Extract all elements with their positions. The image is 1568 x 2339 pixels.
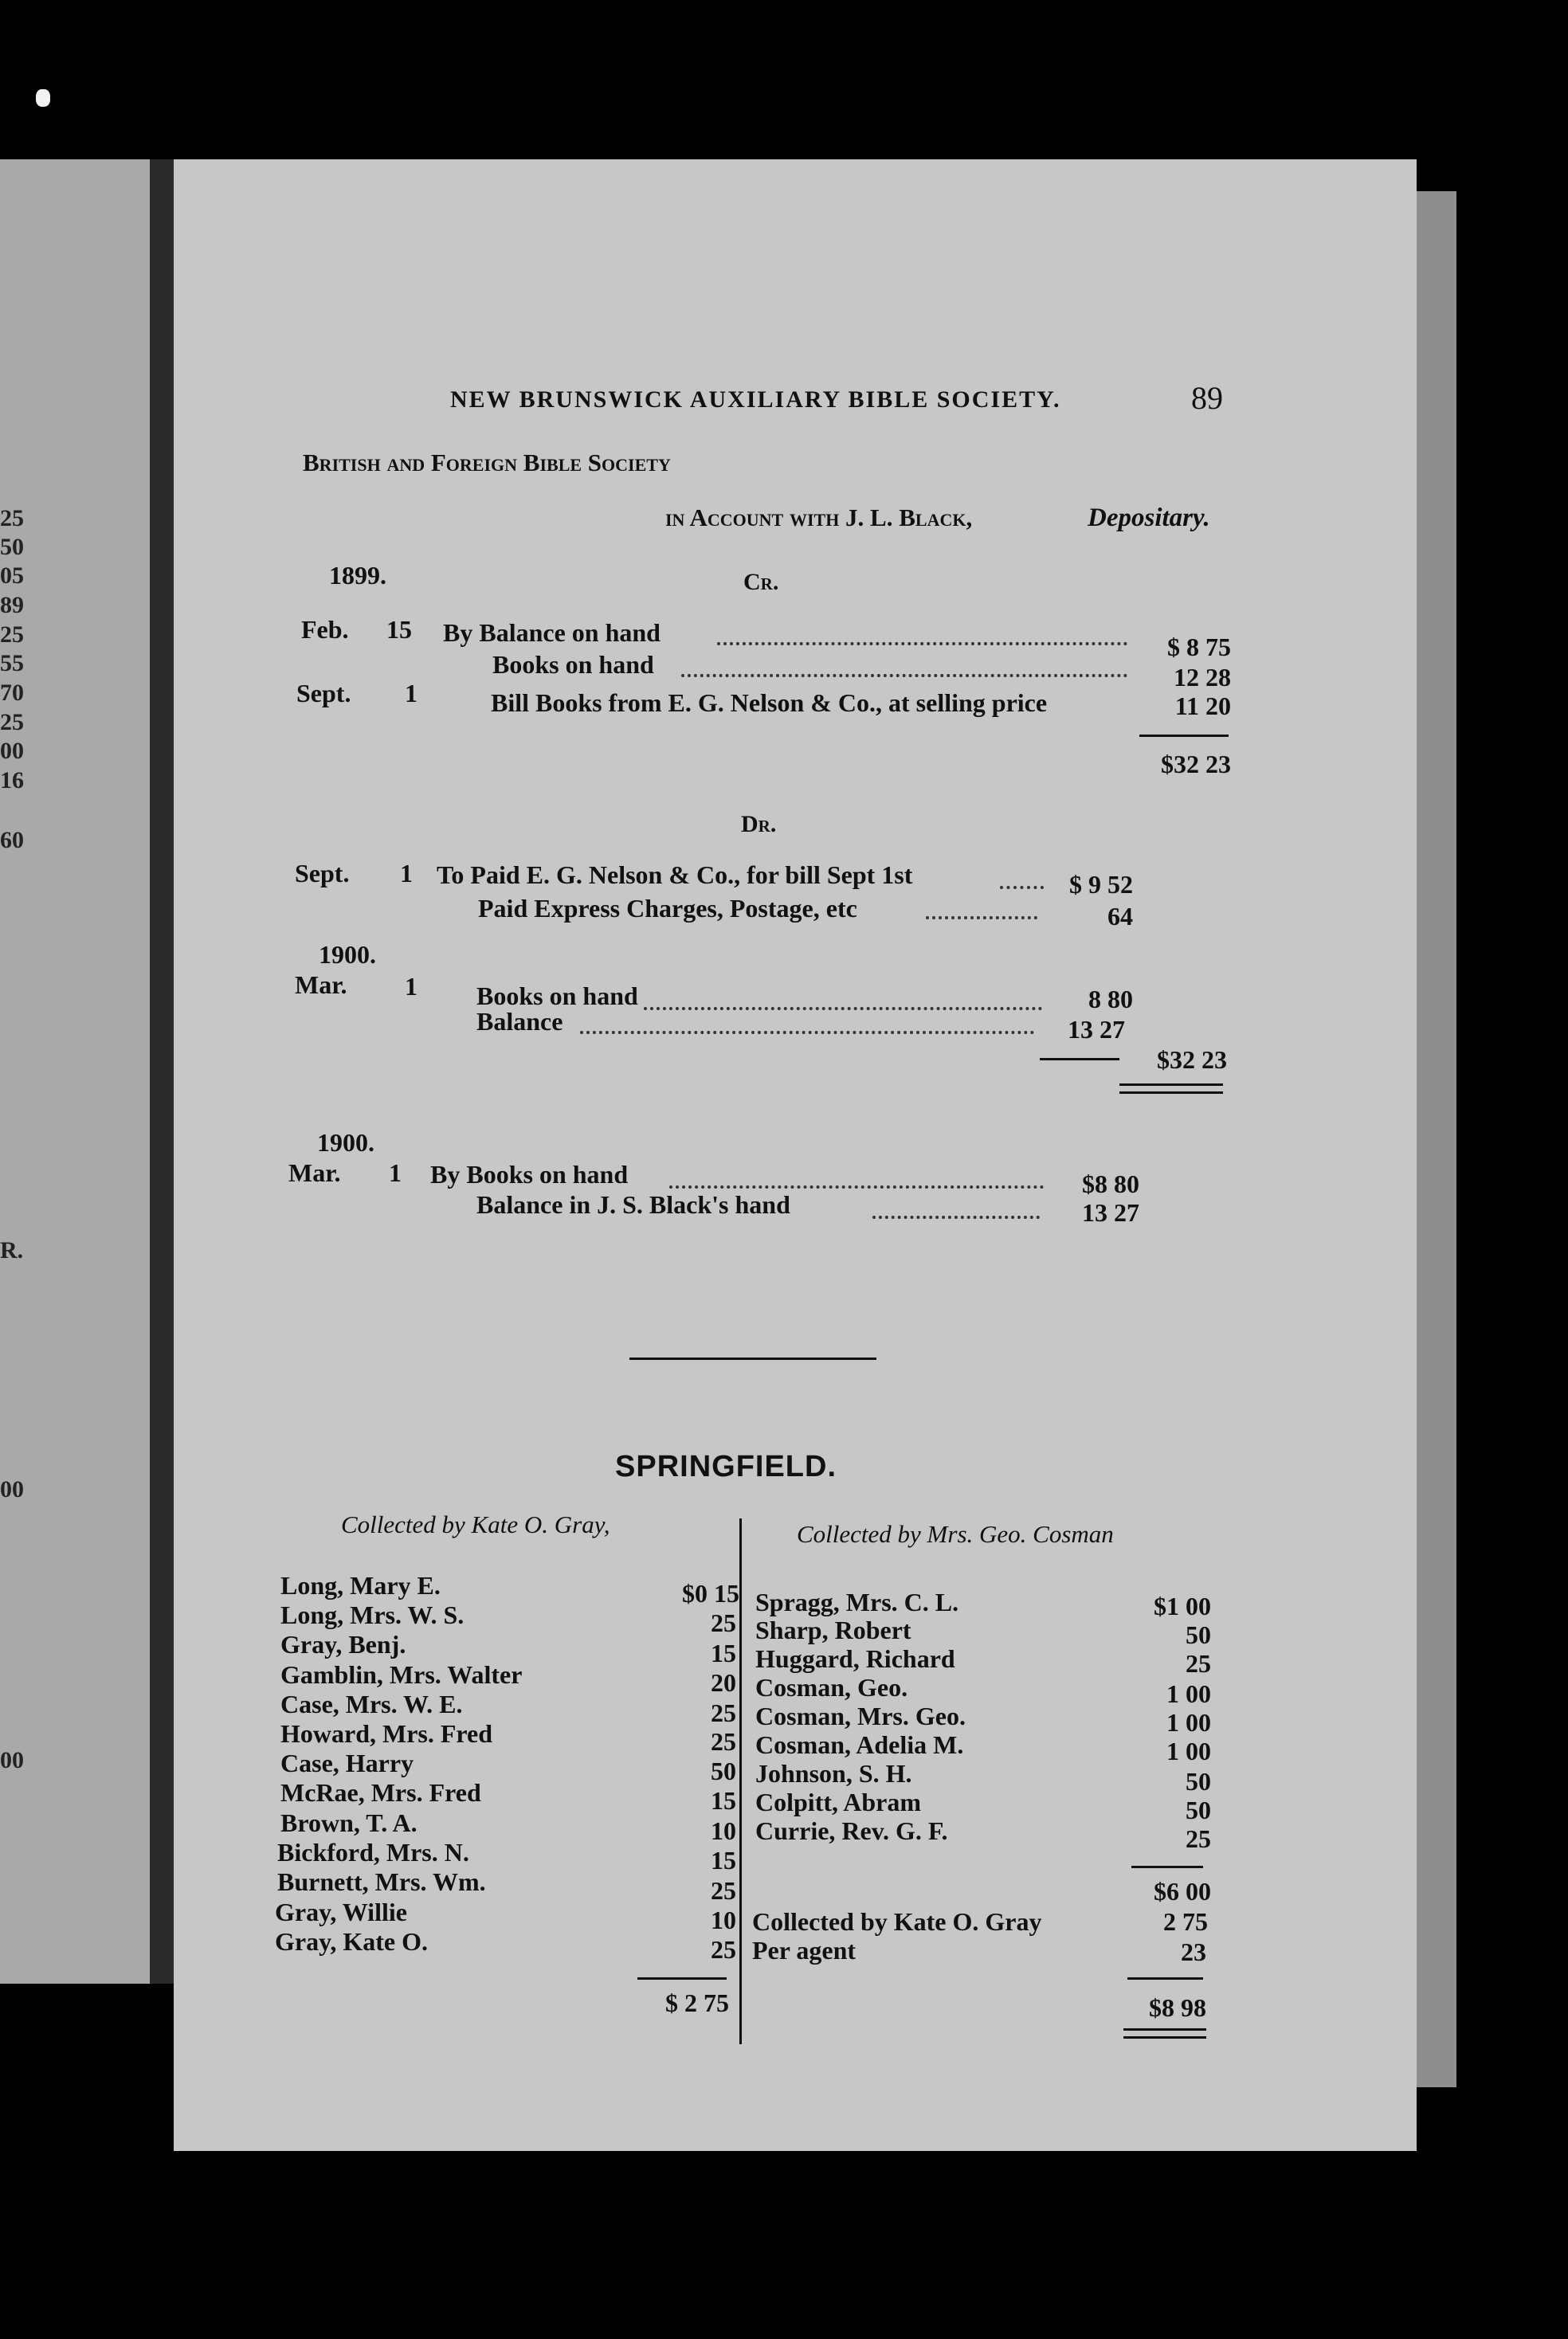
contributor-amount: $1 00 [1154,1592,1211,1620]
left-fragment: 00 [0,738,24,764]
left-fragment: 25 [0,505,24,531]
dr-amount: 8 80 [1088,985,1133,1013]
right-column-heading: Collected by Mrs. Geo. Cosman [797,1520,1114,1548]
dr-desc: To Paid E. G. Nelson & Co., for bill Sept 1st [437,860,913,889]
dr-amount: $ 9 52 [1069,870,1133,899]
contributor-amount: 50 [1186,1767,1211,1796]
cr-desc: By Balance on hand [443,618,661,647]
contributor-amount: 1 00 [1166,1708,1211,1737]
contributor-name: Cosman, Geo. [755,1673,908,1702]
left-fragment: 05 [0,562,24,589]
total-rule [637,1977,727,1980]
left-fragment: 00 [0,1476,24,1503]
total-rule [1139,735,1229,737]
contributor-amount: 10 [711,1906,736,1934]
contributor-amount: 50 [711,1757,736,1785]
contributor-name: Cosman, Mrs. Geo. [755,1702,966,1730]
contributor-name: Johnson, S. H. [755,1759,912,1788]
contributor-name: Case, Harry [280,1749,414,1777]
contributor-amount: 15 [711,1786,736,1815]
contributor-name: Collected by Kate O. Gray [752,1907,1042,1936]
dr-month: Sept. [295,859,350,887]
carry-desc: By Books on hand [430,1160,629,1189]
dr-desc: Balance [476,1007,563,1036]
contributor-amount: 25 [711,1698,736,1727]
contributor-amount: 23 [1181,1937,1206,1966]
cr-amount: 12 28 [1174,663,1231,692]
contributor-name: Gamblin, Mrs. Walter [280,1660,523,1689]
section-divider [629,1358,876,1360]
contributor-amount: 25 [1186,1824,1211,1853]
leader-dots [926,916,1037,919]
leader-dots [872,1216,1040,1219]
right-subtotal: $6 00 [1154,1877,1211,1906]
contributor-amount: 10 [711,1816,736,1845]
cr-day: 15 [386,615,412,644]
contributor-name: Gray, Kate O. [275,1927,428,1956]
double-rule [1119,1083,1223,1086]
leader-dots [681,674,1127,677]
dr-amount: 13 27 [1068,1015,1125,1044]
cr-month: Sept. [296,679,351,707]
contributor-name: Spragg, Mrs. C. L. [755,1588,959,1616]
contributor-name: Colpitt, Abram [755,1788,921,1816]
cr-year: 1899. [329,561,386,590]
cr-heading: Cr. [743,569,779,595]
left-fragment: 50 [0,534,24,560]
contributor-name: Long, Mrs. W. S. [280,1600,465,1629]
cr-month: Feb. [301,615,349,644]
contributor-amount: 20 [711,1668,736,1697]
left-facing-page [0,159,150,1984]
left-total: $ 2 75 [665,1988,729,2017]
contributor-amount: $0 15 [682,1579,739,1608]
contributor-amount: 25 [711,1935,736,1964]
contributor-amount: 15 [711,1846,736,1875]
contributor-amount: 15 [711,1639,736,1667]
page-number: 89 [1191,380,1223,416]
leader-dots [580,1031,1034,1034]
carry-amount: $8 80 [1082,1170,1139,1198]
contributor-name: Sharp, Robert [755,1616,911,1644]
dr-heading: Dr. [741,811,777,837]
left-fragment: 25 [0,709,24,735]
account-subtitle-depositary: Depositary. [1088,503,1210,532]
carry-desc: Balance in J. S. Black's hand [476,1190,790,1219]
contributor-amount: 1 00 [1166,1737,1211,1765]
cr-desc: Books on hand [492,650,654,679]
cr-amount: 11 20 [1174,692,1231,720]
dr-desc: Books on hand [476,981,638,1010]
cr-total: $32 23 [1161,750,1231,778]
subtotal-rule [1131,1866,1203,1868]
left-fragment: 16 [0,767,24,793]
account-subtitle: in Account with J. L. Black, [665,503,973,531]
dr-year: 1900. [319,940,376,969]
leader-dots [717,642,1127,645]
left-fragment: 00 [0,1747,24,1773]
left-fragment: 55 [0,650,24,676]
contributor-name: McRae, Mrs. Fred [280,1778,481,1807]
cr-amount: $ 8 75 [1167,633,1231,661]
dr-total: $32 23 [1157,1045,1227,1074]
contributor-name: Huggard, Richard [755,1644,955,1673]
dr-day: 1 [405,972,417,1001]
contributor-amount: 25 [711,1876,736,1905]
right-total: $8 98 [1149,1993,1206,2022]
leader-dots [644,1007,1042,1010]
leader-dots [669,1185,1044,1189]
account-title: British and Foreign Bible Society [303,449,671,476]
carry-amount: 13 27 [1082,1198,1139,1227]
contributor-name: Brown, T. A. [280,1808,417,1837]
contributor-name: Burnett, Mrs. Wm. [277,1867,486,1896]
total-rule [1127,1977,1203,1980]
contributor-amount: 25 [711,1727,736,1756]
dust-speck [36,89,50,107]
left-fragment: 25 [0,621,24,648]
contributor-amount: 50 [1186,1620,1211,1649]
carry-year: 1900. [317,1128,374,1157]
left-fragment: 70 [0,680,24,706]
cr-day: 1 [405,679,417,707]
cr-desc: Bill Books from E. G. Nelson & Co., at selling price [491,688,1048,717]
dr-month: Mar. [295,970,347,999]
contributor-name: Howard, Mrs. Fred [280,1719,493,1748]
contributor-name: Gray, Benj. [280,1630,406,1659]
left-fragment: 89 [0,592,24,618]
contributor-name: Long, Mary E. [280,1571,441,1600]
page-edge [1417,191,1456,2087]
dr-day: 1 [400,859,413,887]
springfield-title: SPRINGFIELD. [615,1450,837,1483]
contributor-name: Per agent [752,1936,857,1965]
carry-month: Mar. [288,1158,341,1187]
running-title: NEW BRUNSWICK AUXILIARY BIBLE SOCIETY. [450,386,1061,413]
contributor-name: Bickford, Mrs. N. [277,1838,469,1867]
double-rule [1119,1091,1223,1094]
dr-amount: 64 [1107,902,1133,931]
contributor-name: Cosman, Adelia M. [755,1730,964,1759]
dr-desc: Paid Express Charges, Postage, etc [478,894,857,923]
left-column-heading: Collected by Kate O. Gray, [341,1510,610,1538]
left-fragment: 60 [0,827,24,853]
contributor-amount: 25 [1186,1649,1211,1678]
contributor-name: Gray, Willie [275,1898,407,1926]
contributor-amount: 25 [711,1608,736,1637]
carry-day: 1 [389,1158,402,1187]
double-rule [1123,2028,1206,2031]
total-rule [1040,1058,1119,1060]
left-fragment: R. [0,1237,24,1264]
double-rule [1123,2036,1206,2039]
contributor-name: Case, Mrs. W. E. [280,1690,463,1718]
contributor-name: Currie, Rev. G. F. [755,1816,948,1845]
contributor-amount: 1 00 [1166,1679,1211,1708]
page-gutter [150,159,174,1984]
column-divider [739,1518,742,2044]
contributor-amount: 2 75 [1163,1907,1208,1936]
contributor-amount: 50 [1186,1796,1211,1824]
